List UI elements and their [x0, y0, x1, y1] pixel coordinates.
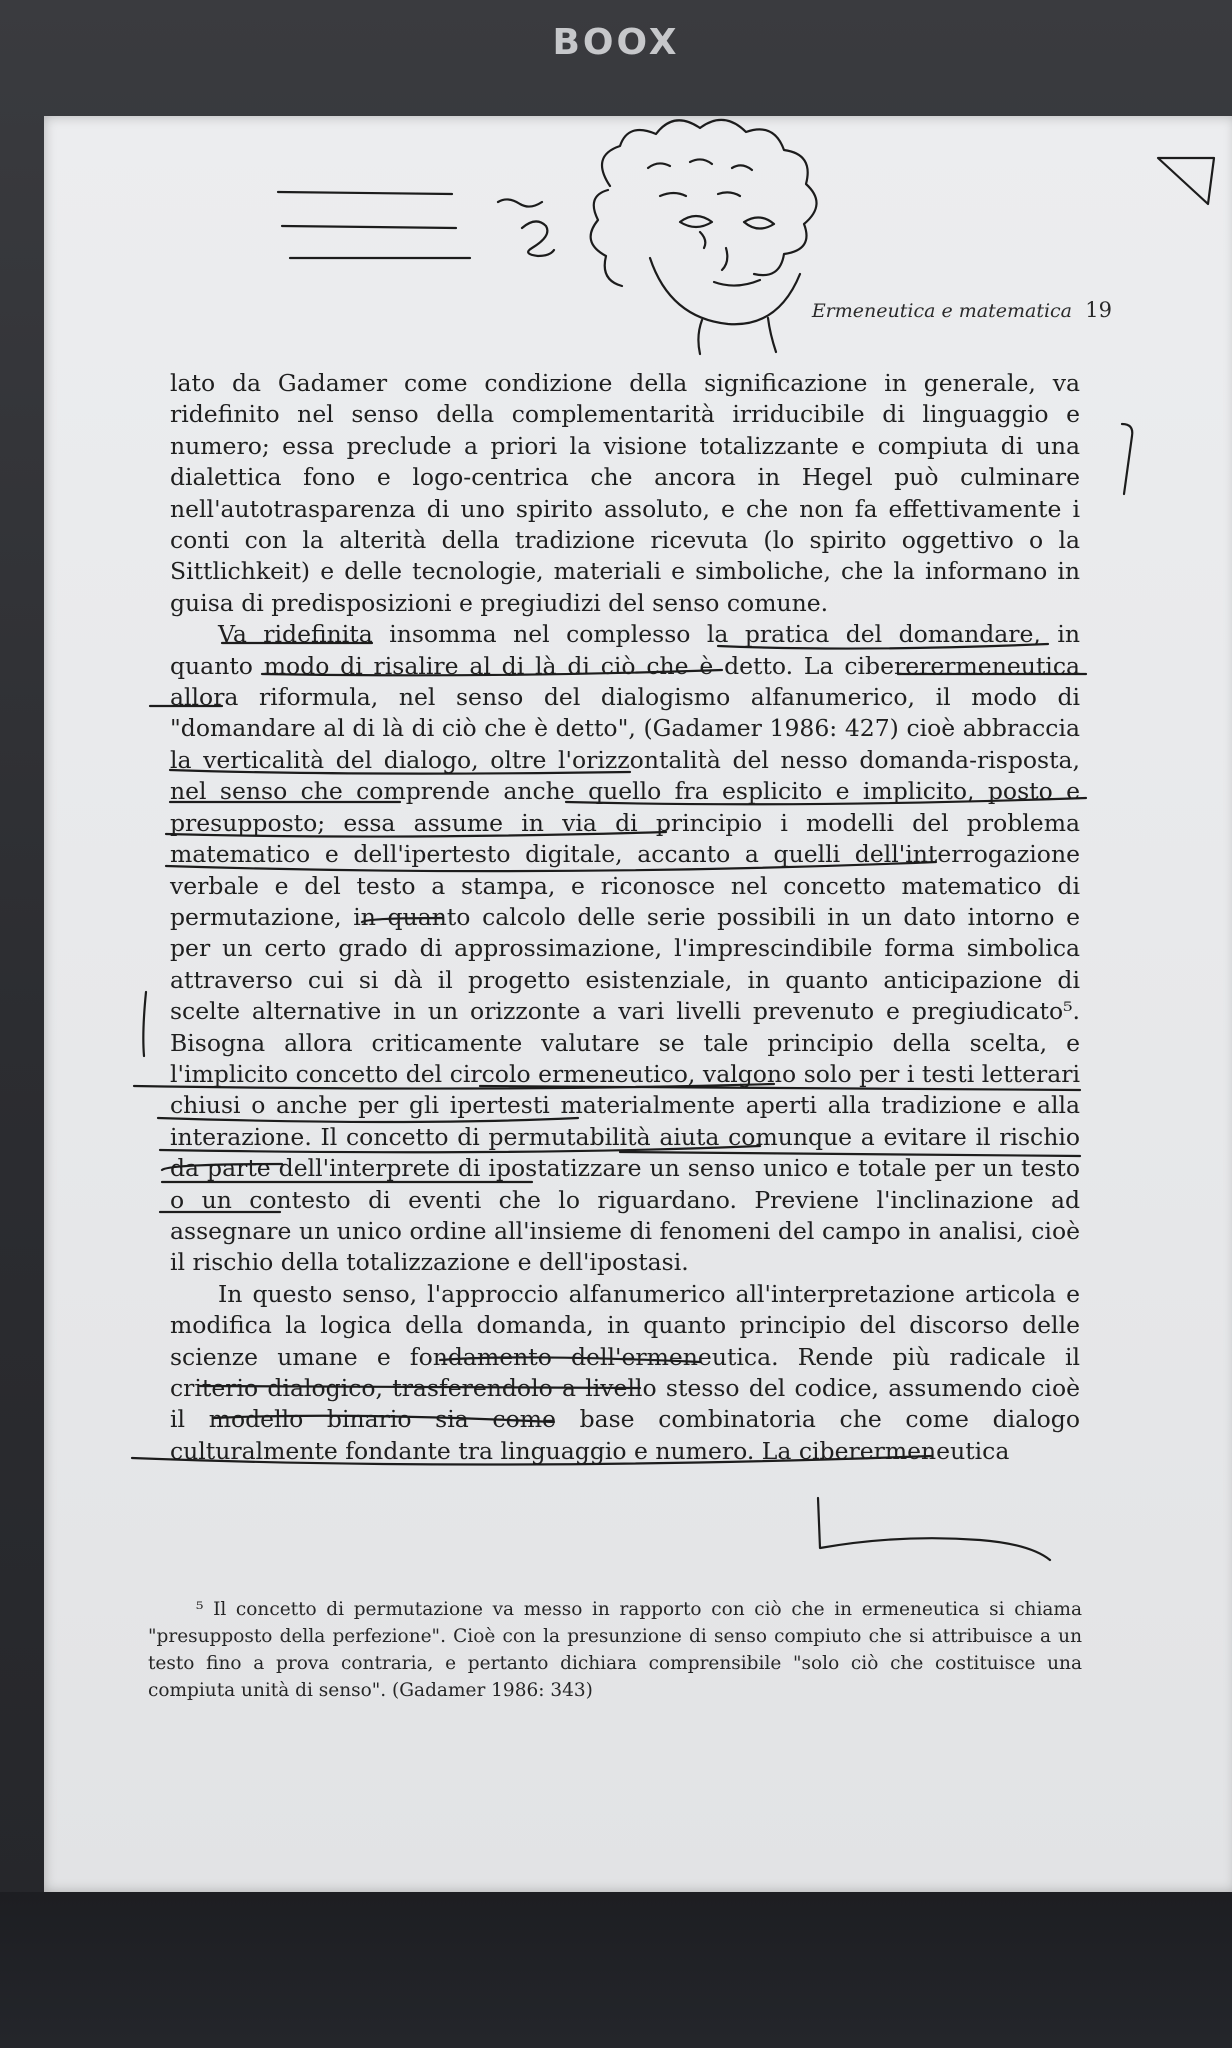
footnote: ⁵ Il concetto di permutazione va messo in rapporto con ciò che in ermeneutica si chiama "presupposto della perfezione". Cioè con la presunzione di senso compiuto che si attribuisce a un testo fino a prova contraria, e pertanto dichiara comprensibile "solo ciò che costituisce una compiuta unità di senso". (Gadamer 1986: 343): [148, 1599, 1082, 1701]
device-bottom-bezel: [0, 1892, 1232, 2048]
running-header: Ermeneutica e matematica: [811, 300, 1072, 322]
page-number: 19: [1085, 298, 1112, 322]
device-brand-logo: BOOX: [552, 22, 680, 63]
paragraph: lato da Gadamer come condizione della significazione in generale, va ridefinito nel senso della complementarità irriducibile di linguaggio e numero; essa preclude a priori la visione totalizzante e compiuta di una dialettica fono e logo-centrica che ancora in Hegel può culminare nell'autotrasparenza di uno spirito assoluto, e che non fa effettivamente i conti con la alterità della tradizione ricevuta (lo spirito oggettivo o la Sittlichkeit) e delle tecnologie, materiali e simboliche, che la informano in guisa di predisposizioni e pregiudizi del senso comune.: [170, 369, 1080, 617]
paragraph: In questo senso, l'approccio alfanumerico all'interpretazione articola e modifica la logica della domanda, in quanto principio del discorso delle scienze umane e fondamento dell'ermeneutica. Rende più radicale il criterio dialogico, trasferendolo a livello stesso del codice, assumendo cioè il modello binario sia come base combinatoria che come dialogo culturalmente fondante tra linguaggio e numero. La ciberermeneutica: [170, 1279, 1080, 1465]
book-body-text: [170, 368, 1080, 1467]
paragraph: Va ridefinita insomma nel complesso la pratica del domandare, in quanto modo di risalire al di là di ciò che è detto. La cibererermeneutica allora riformula, nel senso del dialogismo alfanumerico, il modo di "domandare al di là di ciò che è detto", (Gadamer 1986: 427) cioè abbraccia la verticalità del dialogo, oltre l'orizzontalità del nesso domanda-risposta, nel senso che comprende anche quello fra esplicito e implicito, posto e presupposto; essa assume in via di principio i modelli del problema matematico e dell'ipertesto digitale, accanto a quelli dell'interrogazione verbale e del testo a stampa, e riconosce nel concetto matematico di permutazione, in quanto calcolo delle serie possibili in un dato intorno e per un certo grado di approssimazione, l'imprescindibile forma simbolica attraverso cui si dà il progetto esistenziale, in quanto anticipazione di scelte alternative in un orizzonte a vari livelli prevenuto e pregiudicato⁵. Bisogna allora criticamente valutare se tale principio della scelta, e l'implicito concetto del circolo ermeneutico, valgono solo per i testi letterari chiusi o anche per gli ipertesti materialmente aperti alla tradizione e alla interazione. Il concetto di permutabilità aiuta comunque a evitare il rischio da parte dell'interprete di ipostatizzare un senso unico e totale per un testo o un contesto di eventi che lo riguardano. Previene l'inclinazione ad assegnare un unico ordine all'insieme di fenomeni del campo in analisi, cioè il rischio della totalizzazione e dell'ipostasi.: [170, 620, 1080, 1277]
